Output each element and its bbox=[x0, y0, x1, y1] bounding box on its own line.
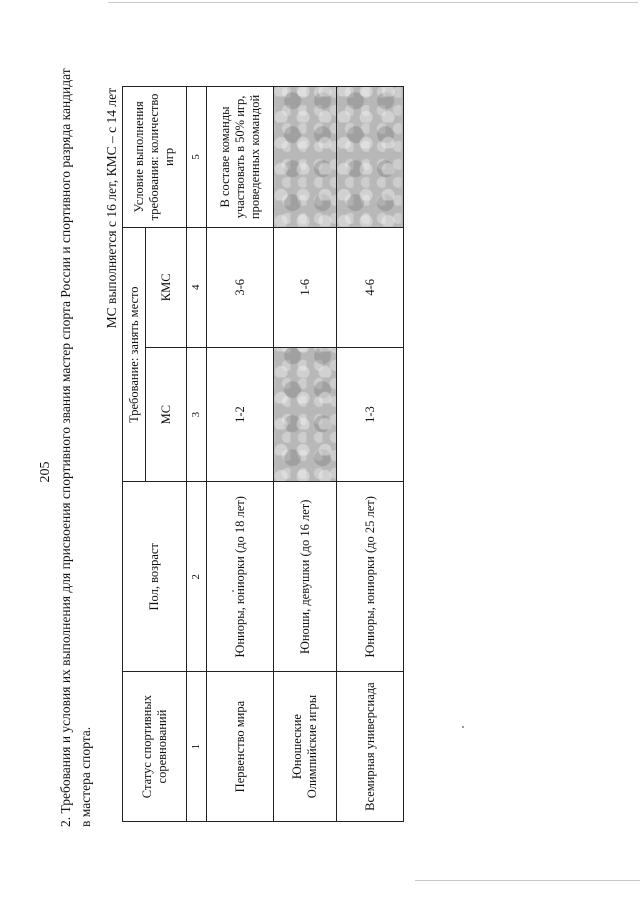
cell-kms: 4-6 bbox=[337, 227, 404, 347]
table-caption: 2. Требования и условия их выполнения для присвоения спортивного звания мастер спорта России и спортивного разряда кандидат в мастера спорта. bbox=[58, 68, 93, 827]
cell-gender-age: Юноши, девушки (до 16 лет) bbox=[274, 482, 337, 672]
cell-condition: В составе команды участвовать в 50% игр, проведенных командой bbox=[207, 87, 274, 228]
cell-ms: 1-3 bbox=[337, 347, 404, 482]
cell-gender-age: Юниоры, юниорки (до 25 лет) bbox=[337, 482, 404, 672]
scan-speck bbox=[462, 726, 464, 728]
cell-condition-shaded bbox=[337, 87, 404, 228]
cell-kms: 1-6 bbox=[274, 227, 337, 347]
cell-status: Первенство мира bbox=[207, 672, 274, 822]
cell-condition-shaded bbox=[274, 87, 337, 228]
age-note: МС выполняется с 16 лет, КМС – с 14 лет bbox=[104, 88, 119, 329]
column-number: 4 bbox=[187, 227, 207, 347]
cell-status: Юношеские Олимпийские игры bbox=[274, 672, 337, 822]
header-row bbox=[123, 87, 146, 822]
page-number: 205 bbox=[38, 461, 53, 483]
header-status: Статус спортивных соревнований bbox=[123, 672, 187, 822]
scan-edge-bottom bbox=[415, 880, 640, 881]
column-number: 3 bbox=[187, 347, 207, 482]
column-number: 2 bbox=[187, 482, 207, 672]
header-ms: МС bbox=[146, 347, 187, 482]
rotated-page bbox=[38, 68, 408, 862]
scan-edge-top bbox=[108, 2, 638, 3]
cell-ms-shaded bbox=[274, 347, 337, 482]
header-kms: КМС bbox=[146, 227, 187, 347]
cell-ms: 1-2 bbox=[207, 347, 274, 482]
header-requirement: Требование: занять место bbox=[123, 227, 146, 482]
column-number-row bbox=[187, 87, 207, 822]
table-row bbox=[337, 87, 404, 822]
requirements-table bbox=[122, 86, 404, 822]
table-row bbox=[207, 87, 274, 822]
column-number: 1 bbox=[187, 672, 207, 822]
cell-gender-age: Юниоры, юниорки (до 18 лет) bbox=[207, 482, 274, 672]
header-condition: Условие выполнения требования: количество игр bbox=[123, 87, 187, 228]
cell-kms: 3-6 bbox=[207, 227, 274, 347]
column-number: 5 bbox=[187, 87, 207, 228]
table-row bbox=[274, 87, 337, 822]
cell-status: Всемирная универсиада bbox=[337, 672, 404, 822]
header-gender-age: Пол, возраст bbox=[123, 482, 187, 672]
